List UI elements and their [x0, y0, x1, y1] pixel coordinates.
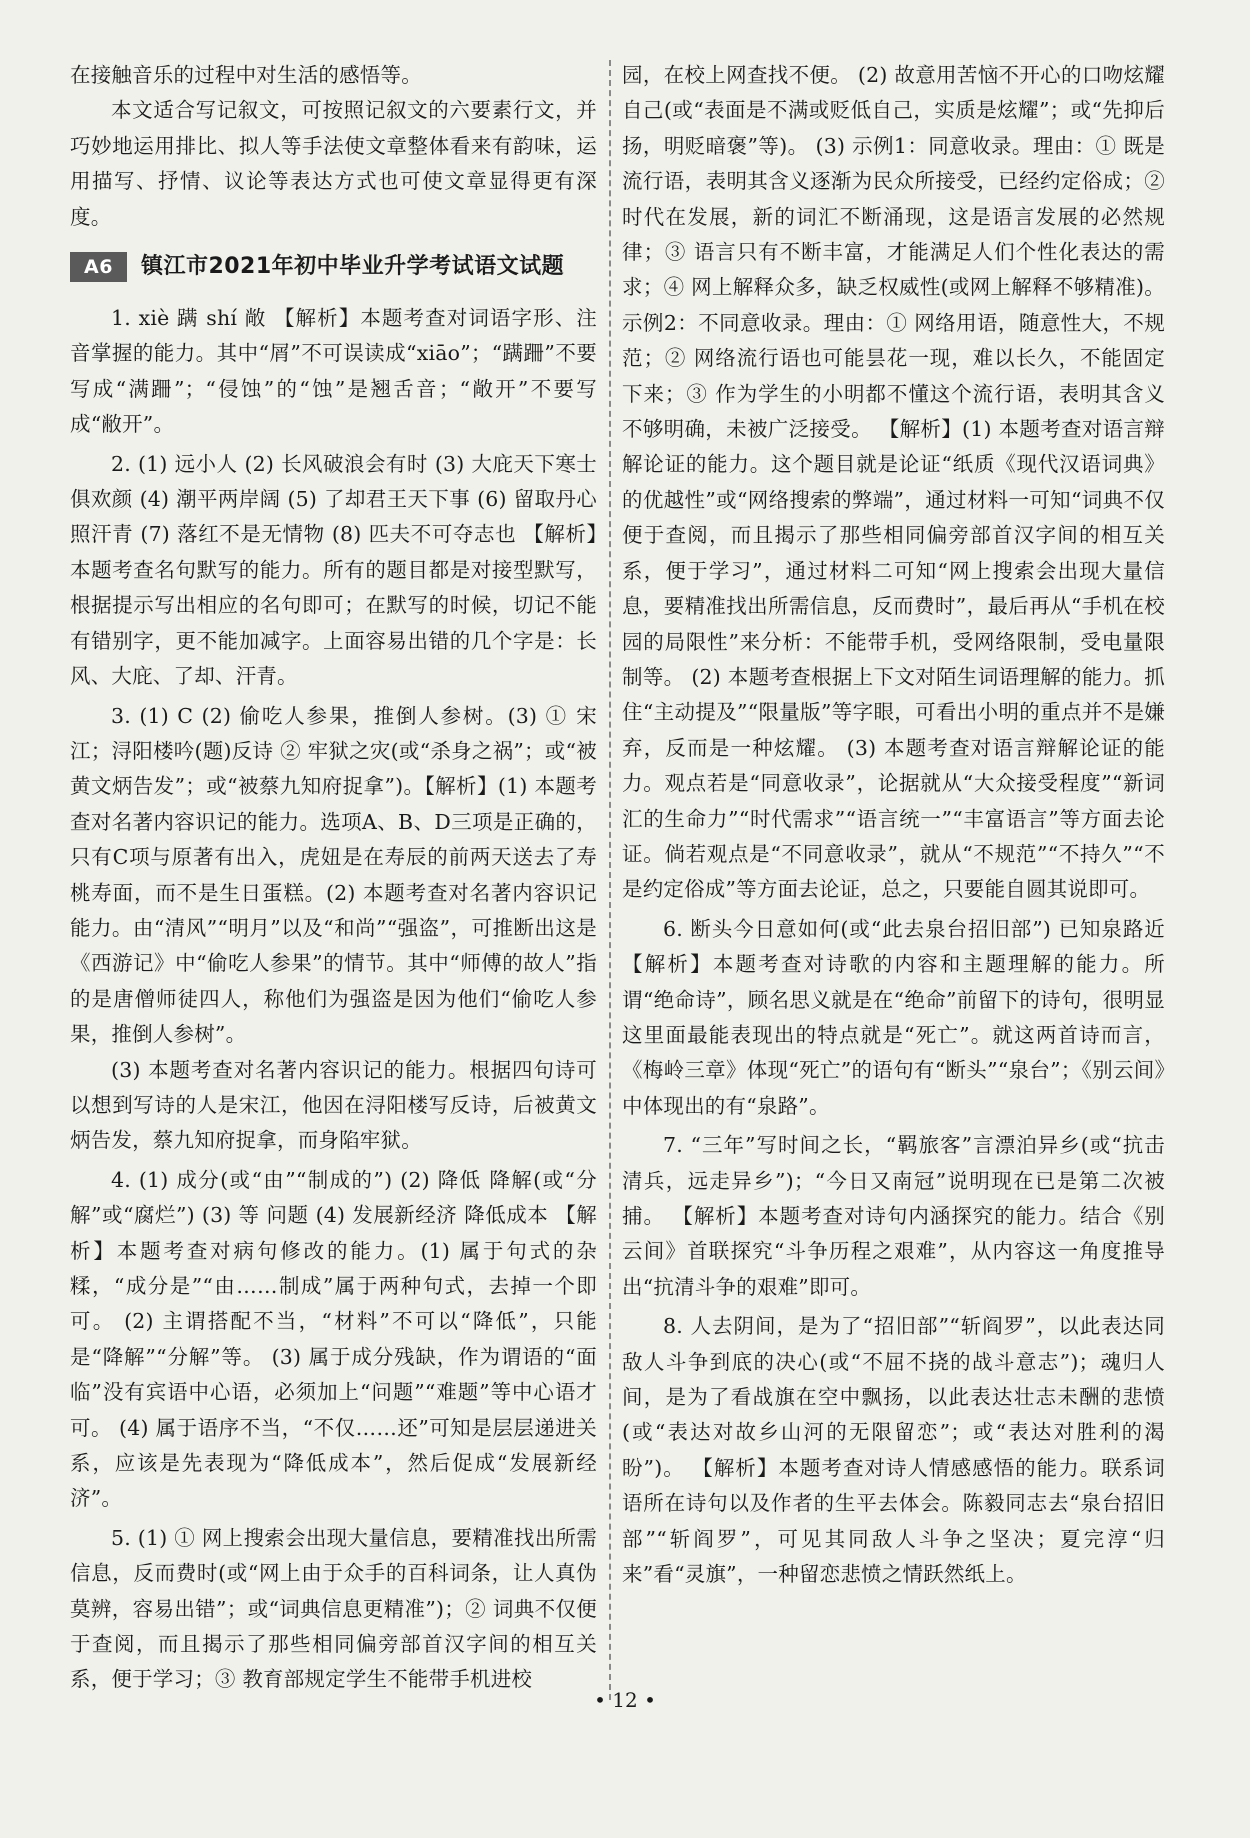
- answer-3-part3: (3) 本题考查对名著内容识记的能力。根据四句诗可以想到写诗的人是宋江，他因在浔阳楼写反诗，后被黄文炳告发，蔡九知府捉拿，而身陷牢狱。: [70, 1057, 597, 1153]
- answer-5-continued: 园，在校上网查找不便。 (2) 故意用苦恼不开心的口吻炫耀自己(或“表面是不满或贬低自己，实质是炫耀”；或“先抑后扬，明贬暗褒”等)。 (3) 示例1：同意收录。理由：① 既是流行语，表明其含义逐渐为民众所接受，已经约定俗成；② 时代在发展，新的词汇不断涌现，这是语言发展的必然规律；③ 语言只有不断丰富，才能满足人们个性化表达的需求；④ 网上解释众多，缺乏权威性(或网上解释不够精准)。 示例2：不同意收录。理由：① 网络用语，随意性大，不规范；② 网络流行语也可能昙花一现，难以长久，不能固定下来；③ 作为学生的小明都不懂这个流行语，表明其含义不够明确，未被广泛接受。 【解析】(1) 本题考查对语言辩解论证的能力。这个题目就是论证“纸质《现代汉语词典》的优越性”或“网络搜索的弊端”，通过材料一可知“词典不仅便于查阅，而且揭示了那些相同偏旁部首汉字间的相互关系，便于学习”，通过材料二可知“网上搜索会出现大量信息，要精准找出所需信息，反而费时”，最后再从“手机在校园的局限性”来分析：不能带手机，受网络限制，受电量限制等。 (2) 本题考查根据上下文对陌生词语理解的能力。抓住“主动提及”“限量版”等字眼，可看出小明的重点并不是嫌弃，反而是一种炫耀。 (3) 本题考查对语言辩解论证的能力。观点若是“同意收录”，论据就从“大众接受程度”“新词汇的生命力”“时代需求”“语言统一”“丰富语言”等方面去论证。倘若观点是“不同意收录”，就从“不规范”“不持久”“不是约定俗成”等方面去论证，总之，只要能自圆其说即可。: [622, 63, 1165, 902]
- column-divider: [609, 60, 611, 1700]
- answer-5: 5. (1) ① 网上搜索会出现大量信息，要精准找出所需信息，反而费时(或“网上由于众手的百科词条，让人真伪莫辨，容易出错”；或“词典信息更精准”)；② 词典不仅便于查阅，而且揭示了那些相同偏旁部首汉字间的相互关系，便于学习；③ 教育部规定学生不能带手机进校: [70, 1525, 597, 1692]
- answer-3: 3. (1) C (2) 偷吃人参果，推倒人参树。(3) ① 宋江；浔阳楼吟(题)反诗 ② 牢狱之灾(或“杀身之祸”；或“被黄文炳告发”；或“被蔡九知府捉拿”)。【解析】(1) 本题考查对名著内容识记的能力。选项A、B、D三项是正确的，只有C项与原著有出入，虎妞是在寿辰的前两天送去了寿桃寿面，而不是生日蛋糕。(2) 本题考查对名著内容识记能力。由“清风”“明月”以及“和尚”“强盗”，可推断出这是《西游记》中“偷吃人参果”的情节。其中“师傅的故人”指的是唐僧师徒四人，称他们为强盗是因为他们“偷吃人参果，推倒人参树”。: [70, 703, 597, 1047]
- left-column: [70, 58, 597, 1698]
- section-heading: [70, 247, 597, 287]
- answer-7: 7. “三年”写时间之长，“羁旅客”言漂泊异乡(或“抗击清兵，远走异乡”)；“今日又南冠”说明现在已是第二次被捕。 【解析】本题考查对诗句内涵探究的能力。结合《别云间》首联探究“斗争历程之艰难”，从内容这一角度推导出“抗清斗争的艰难”即可。: [622, 1133, 1165, 1299]
- answer-6: 6. 断头今日意如何(或“此去泉台招旧部”) 已知泉路近 【解析】本题考查对诗歌的内容和主题理解的能力。所谓“绝命诗”，顾名思义就是在“绝命”前留下的诗句，很明显这里面最能表现出的特点就是“死亡”。就这两首诗而言，《梅岭三章》体现“死亡”的语句有“断头”“泉台”；《别云间》中体现出的有“泉路”。: [622, 916, 1165, 1118]
- answer-2: 2. (1) 远小人 (2) 长风破浪会有时 (3) 大庇天下寒士俱欢颜 (4) 潮平两岸阔 (5) 了却君王天下事 (6) 留取丹心照汗青 (7) 落红不是无情物 (8) 匹夫不可夺志也 【解析】本题考查名句默写的能力。所有的题目都是对接型默写，根据提示写出相应的名句即可；在默写的时候，切记不能有错别字，更不能加减字。上面容易出错的几个字是：长风、大庇、了却、汗青。: [70, 451, 597, 689]
- section-title: 镇江市2021年初中毕业升学考试语文试题: [140, 254, 565, 280]
- answer-8: 8. 人去阴间，是为了“招旧部”“斩阎罗”，以此表达同敌人斗争到底的决心(或“不屈不挠的战斗意志”)；魂归人间，是为了看战旗在空中飘扬，以此表达壮志未酬的悲愤(或“表达对故乡山河的无限留恋”；或“表达对胜利的渴盼”)。 【解析】本题考查对诗人情感感悟的能力。联系词语所在诗句以及作者的生平去体会。陈毅同志去“泉台招旧部”“斩阎罗”，可见其同敌人斗争之坚决；夏完淳“归来”看“灵旗”，一种留恋悲愤之情跃然纸上。: [622, 1314, 1165, 1587]
- answer-4: 4. (1) 成分(或“由”“制成的”) (2) 降低 降解(或“分解”或“腐烂”) (3) 等 问题 (4) 发展新经济 降低成本 【解析】本题考查对病句修改的能力。(1) 属于句式的杂糅，“成分是”“由……制成”属于两种句式，去掉一个即可。 (2) 主谓搭配不当，“材料”不可以“降低”，只能是“降解”“分解”等。 (3) 属于成分残缺，作为谓语的“面临”没有宾语中心语，必须加上“问题”“难题”等中心语才可。 (4) 属于语序不当，“不仅……还”可知是层层递进关系，应该是先表现为“降低成本”，然后促成“发展新经济”。: [70, 1167, 597, 1511]
- right-column: [622, 58, 1165, 1592]
- page-number: • 12 •: [594, 1688, 656, 1712]
- section-badge: A6: [70, 252, 127, 282]
- paragraph: 在接触音乐的过程中对生活的感悟等。: [70, 63, 422, 87]
- answer-1: 1. xiè 蹒 shí 敞 【解析】本题考查对词语字形、注音掌握的能力。其中“屑”不可误读成“xiāo”；“蹒跚”不要写成“满跚”；“侵蚀”的“蚀”是翘舌音；“敞开”不要写成“敝开”。: [70, 306, 597, 437]
- paragraph: 本文适合写记叙文，可按照记叙文的六要素行文，并巧妙地运用排比、拟人等手法使文章整体看来有韵味，运用描写、抒情、议论等表达方式也可使文章显得更有深度。: [70, 98, 597, 229]
